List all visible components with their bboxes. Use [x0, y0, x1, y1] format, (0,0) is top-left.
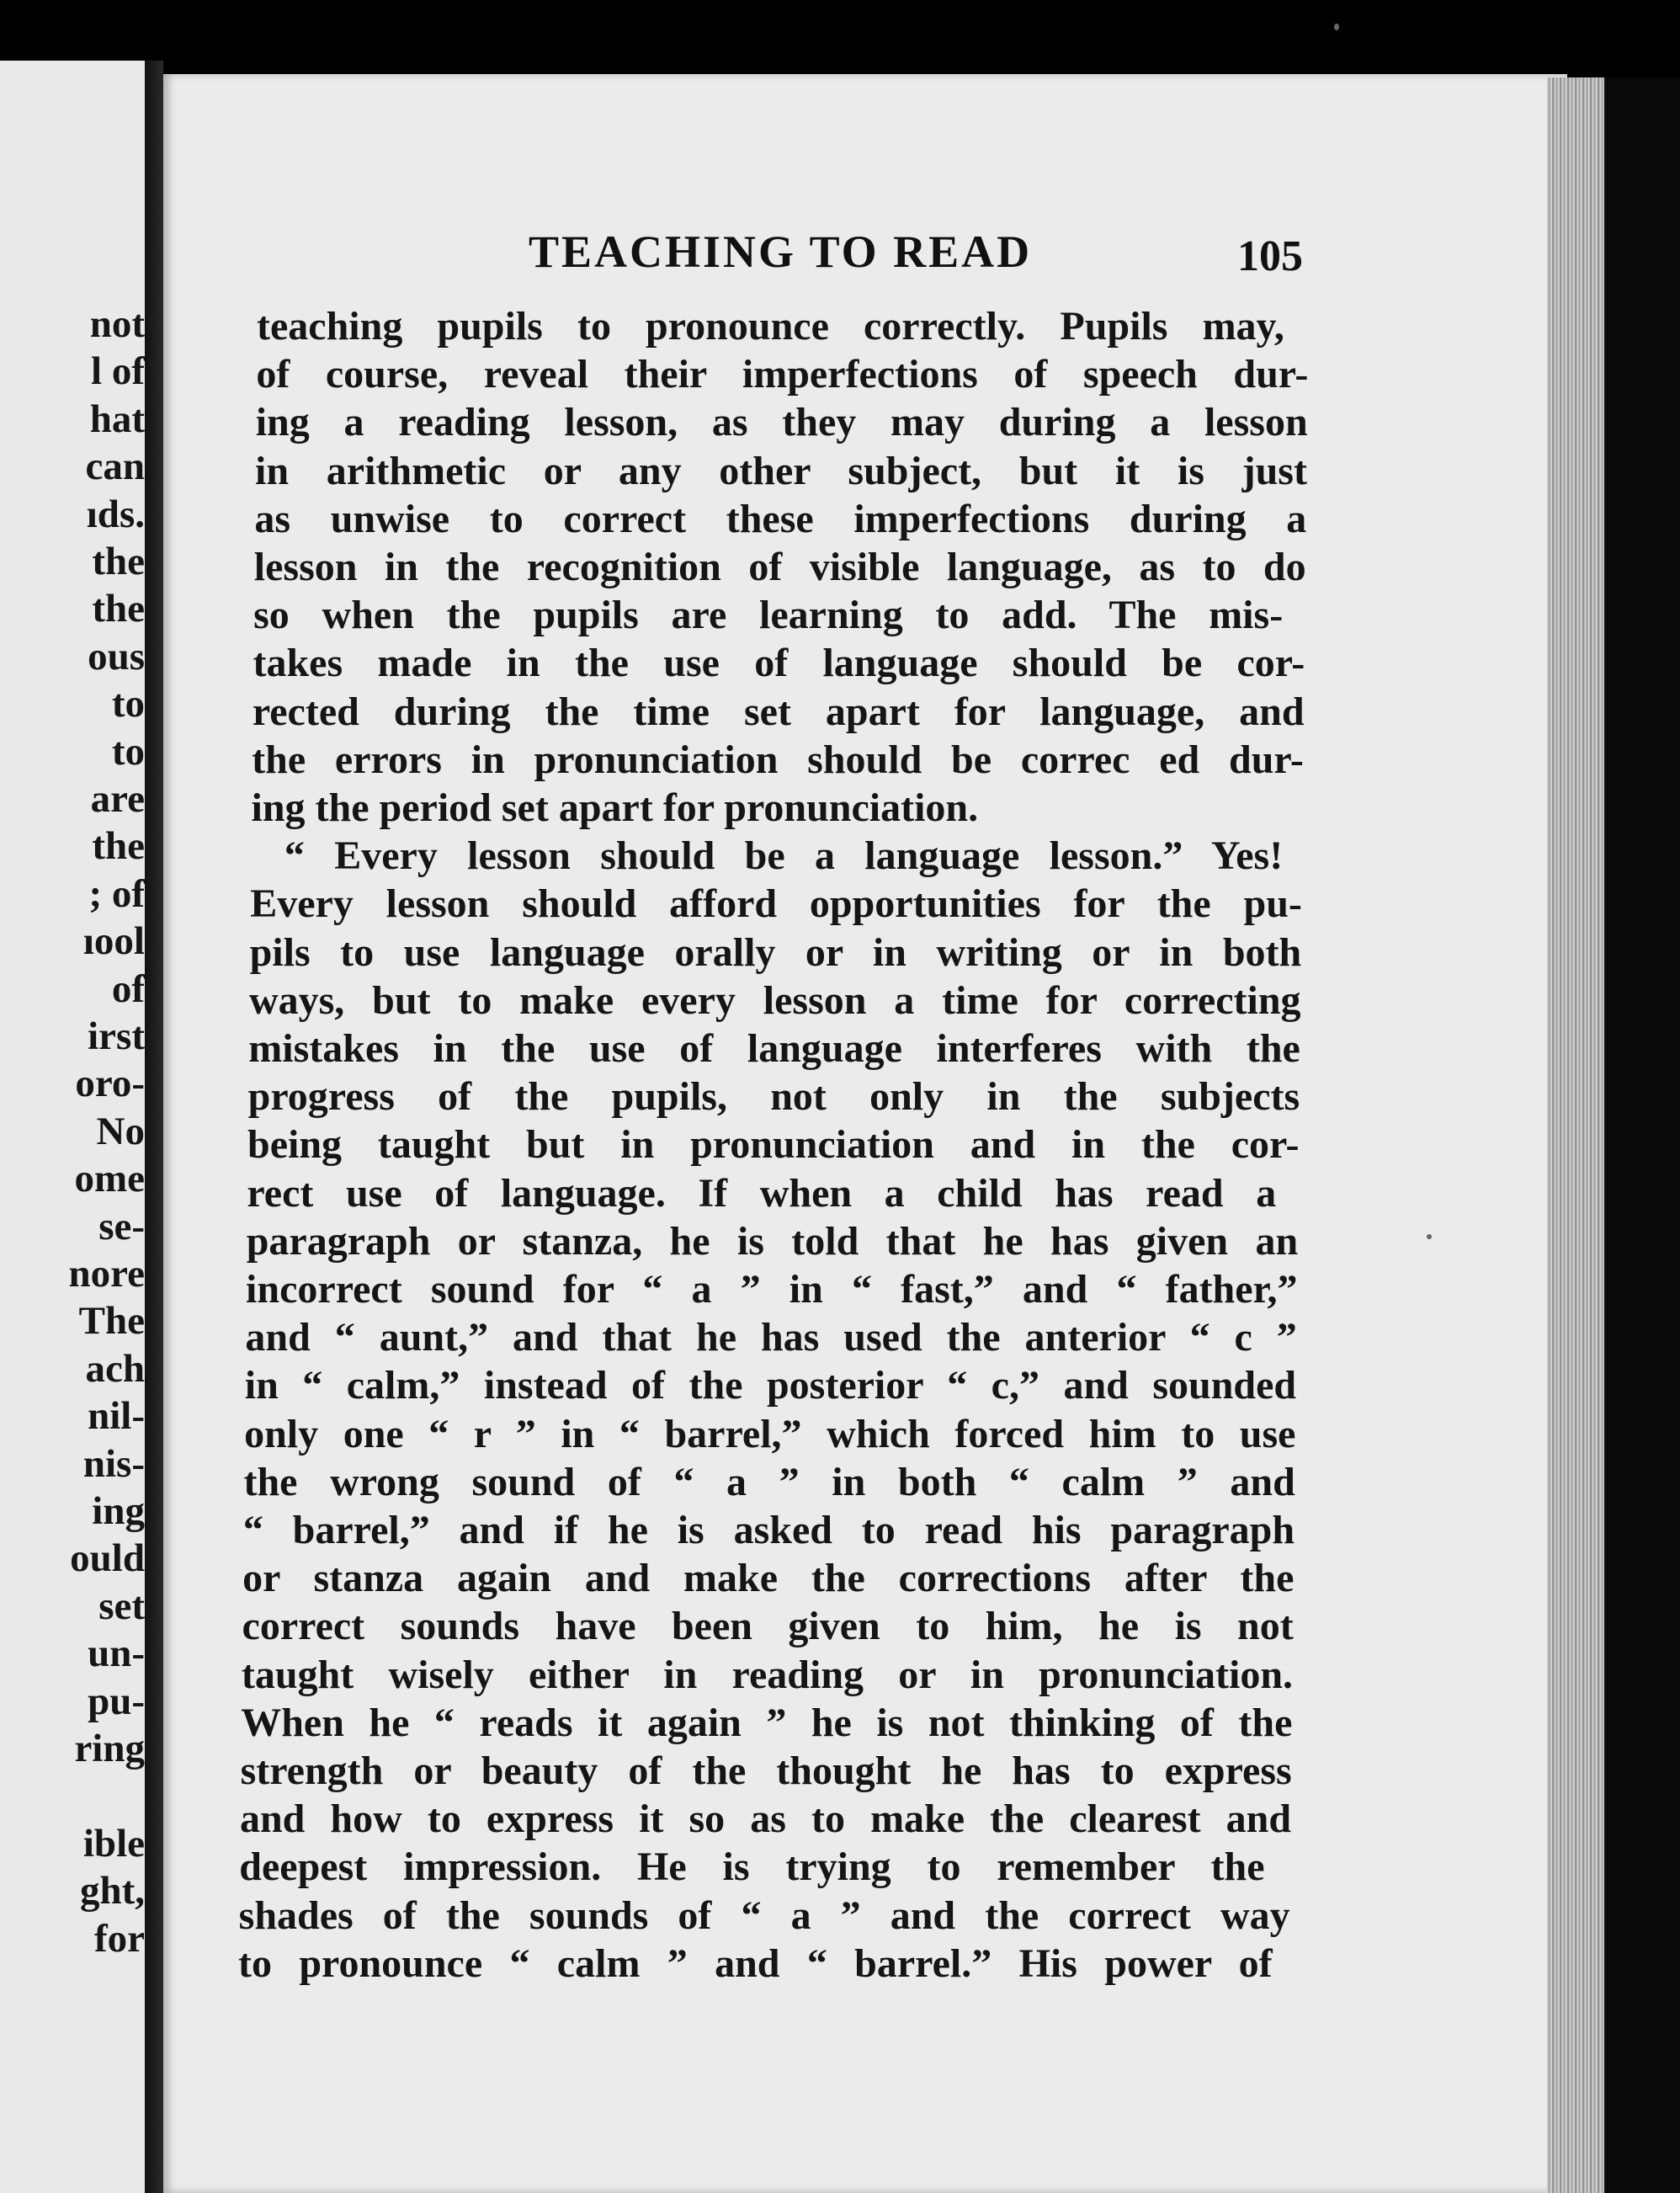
text-line: Every lesson should afford opportunities for the pu- [250, 881, 1302, 927]
text-line: ways, but to make every lesson a time for correcting [248, 977, 1301, 1023]
left-margin-fragment: of [111, 966, 145, 1011]
left-margin-fragment: the [92, 824, 145, 869]
text-line: rect use of language. If when a child has read a [247, 1170, 1277, 1216]
left-margin-fragment: ing [92, 1489, 145, 1533]
left-margin-fragment: ous [88, 634, 145, 679]
text-line: lesson in the recognition of visible language, as to do [253, 545, 1306, 589]
left-margin-fragment: not [89, 302, 145, 346]
left-margin-fragment: hat [89, 397, 145, 441]
text-line: paragraph or stanza, he is told that he has given an [246, 1218, 1299, 1264]
left-margin-fragment: No [96, 1109, 145, 1153]
left-margin-fragment: can [85, 444, 145, 489]
left-margin-fragment: irst [88, 1014, 145, 1058]
left-margin-fragment: the [92, 587, 145, 631]
text-line: so when the pupils are learning to add. The mis- [253, 593, 1284, 638]
left-margin-fragment: ıds. [86, 492, 145, 536]
text-line: “ barrel,” and if he is asked to read his paragraph [242, 1508, 1295, 1552]
left-margin-fragment: nore [68, 1252, 145, 1296]
text-line: incorrect sound for “ a ” in “ fast,” and “ father,” [246, 1267, 1298, 1312]
left-margin-fragment: l of [91, 349, 145, 394]
text-line: rected during the time set apart for language, and [252, 689, 1305, 734]
left-page-fragment [0, 61, 145, 2193]
text-line: of course, reveal their imperfections of speech dur- [256, 352, 1309, 397]
left-margin-fragment: nil- [88, 1394, 145, 1439]
text-line: progress of the pupils, not only in the subjects [247, 1074, 1300, 1120]
scan-speck [1334, 24, 1339, 30]
left-margin-fragment: ould [70, 1536, 145, 1581]
text-line: taught wisely either in reading or in pronunciation. [241, 1652, 1294, 1697]
text-line: being taught but in pronunciation and in the cor- [247, 1122, 1300, 1168]
text-line: deepest impression. He is trying to remember the [239, 1844, 1265, 1890]
text-line: as unwise to correct these imperfections during a [254, 496, 1307, 541]
left-margin-fragment: set [98, 1584, 145, 1628]
left-margin-fragment: to [111, 729, 145, 774]
text-line: in “ calm,” instead of the posterior “ c,” and sounded [244, 1363, 1297, 1408]
book-gutter [145, 61, 163, 2193]
text-line: teaching pupils to pronounce correctly. Pupils may, [257, 304, 1284, 349]
text-line: strength or beauty of the thought he has to express [240, 1749, 1292, 1793]
text-line: correct sounds have been given to him, he is not [242, 1604, 1294, 1649]
text-line: takes made in the use of language should be cor- [253, 641, 1305, 686]
running-head: TEACHING TO READ [529, 226, 1033, 277]
left-margin-fragment: ght, [79, 1869, 145, 1914]
scan-speck [1427, 1234, 1432, 1239]
left-margin-fragment: for [93, 1916, 145, 1961]
text-line: only one “ r ” in “ barrel,” which forced him to use [244, 1411, 1296, 1456]
left-margin-fragment: the [92, 540, 145, 583]
text-line: pils to use language orally or in writing or in both [249, 929, 1302, 975]
page-edges [1547, 77, 1604, 2193]
left-margin-fragment: ach [85, 1346, 145, 1391]
left-margin-fragment: ıool [82, 919, 145, 964]
left-margin-fragment: nis- [82, 1441, 145, 1486]
scan-border [1604, 77, 1680, 2193]
left-margin-fragment: ible [82, 1821, 145, 1866]
text-line: to pronounce “ calm ” and “ barrel.” His power of [238, 1940, 1273, 1986]
left-margin-fragment: oro- [75, 1062, 145, 1106]
text-line: and how to express it so as to make the clearest and [239, 1796, 1292, 1842]
text-line: the wrong sound of “ a ” in both “ calm ” and [243, 1459, 1295, 1504]
text-line: ing the period set apart for pronunciation. [251, 785, 979, 830]
text-line: in arithmetic or any other subject, but it is just [255, 448, 1307, 493]
text-line: “ Every lesson should be a language lesson.” Yes! [284, 833, 1284, 879]
page-number: 105 [1237, 232, 1303, 280]
left-margin-fragment: The [78, 1299, 145, 1344]
text-line: When he “ reads it again ” he is not thinking of the [241, 1700, 1293, 1745]
left-margin-fragment: se- [98, 1204, 145, 1248]
left-margin-fragment: to [111, 682, 145, 727]
left-margin-fragment: pu- [88, 1679, 145, 1723]
text-line: ing a reading lesson, as they may during a lesson [255, 400, 1308, 445]
left-margin-fragment: are [90, 777, 145, 821]
left-margin-fragment: ome [74, 1157, 145, 1201]
text-line: or stanza again and make the corrections after the [242, 1556, 1295, 1601]
text-line: shades of the sounds of “ a ” and the correct way [238, 1892, 1290, 1938]
left-margin-fragment: un- [88, 1631, 145, 1676]
left-margin-fragment: ring [74, 1727, 145, 1770]
left-margin-fragment: ; of [88, 871, 145, 916]
text-line: and “ aunt,” and that he has used the anterior “ c ” [245, 1315, 1297, 1360]
text-line: mistakes in the use of language interferes with the [248, 1026, 1300, 1071]
text-line: the errors in pronunciation should be correc ed dur- [252, 737, 1304, 782]
